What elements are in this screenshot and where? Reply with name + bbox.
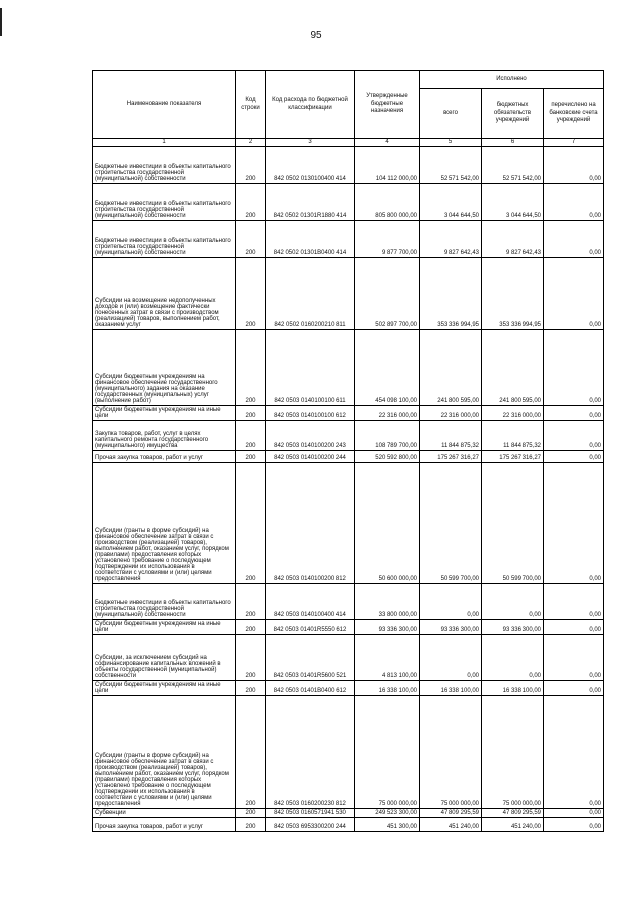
row-transferred: 0,00	[544, 406, 604, 421]
row-expense-code: 842 0503 0160571941 530	[266, 809, 355, 818]
row-expense-code: 842 0503 0160200230 812	[266, 696, 355, 809]
row-transferred: 0,00	[544, 258, 604, 330]
table-row	[93, 451, 604, 463]
row-line-code: 200	[236, 330, 266, 406]
row-executed-obligations: 75 000 000,00	[482, 696, 544, 809]
row-approved-amount: 9 877 700,00	[355, 221, 420, 258]
table-row	[93, 406, 604, 421]
row-executed-total: 3 044 644,50	[420, 184, 482, 221]
column-number: 6	[482, 139, 544, 147]
page-number: 95	[310, 30, 322, 41]
table-row	[93, 620, 604, 635]
row-approved-amount: 33 800 000,00	[355, 584, 420, 620]
row-indicator-name: Субсидии бюджетным учреждениям на иные цели	[93, 406, 236, 421]
row-executed-total: 22 316 000,00	[420, 406, 482, 421]
table-row	[93, 184, 604, 221]
row-line-code: 200	[236, 696, 266, 809]
row-executed-obligations: 175 267 316,27	[482, 451, 544, 463]
row-expense-code: 842 0503 01401R5550 612	[266, 620, 355, 635]
row-executed-total: 16 338 100,00	[420, 681, 482, 696]
row-executed-total: 241 800 595,00	[420, 330, 482, 406]
row-executed-obligations: 52 571 542,00	[482, 147, 544, 184]
row-indicator-name: Субсидии бюджетным учреждениям на иные цели	[93, 681, 236, 696]
row-expense-code: 842 0502 01301B0400 414	[266, 221, 355, 258]
budget-execution-table	[92, 70, 604, 832]
header-total: всего	[420, 89, 482, 139]
table-row	[93, 258, 604, 330]
table-row	[93, 809, 604, 818]
row-indicator-name: Бюджетные инвестиции в объекты капитального строительства государственной (муниципальной) собственности	[93, 184, 236, 221]
row-executed-total: 50 599 700,00	[420, 463, 482, 584]
row-transferred: 0,00	[544, 635, 604, 681]
row-line-code: 200	[236, 620, 266, 635]
row-line-code: 200	[236, 421, 266, 451]
row-indicator-name: Бюджетные инвестиции в объекты капитального строительства государственной (муниципальной) собственности	[93, 221, 236, 258]
row-indicator-name: Субсидии, за исключением субсидий на софинансирование капитальных вложений в объекты государственной (муниципальной) собственности	[93, 635, 236, 681]
header-transferred: перечислено на банковские счета учреждений	[544, 89, 604, 139]
row-approved-amount: 454 098 100,00	[355, 330, 420, 406]
row-transferred: 0,00	[544, 330, 604, 406]
row-executed-obligations: 0,00	[482, 635, 544, 681]
table-body	[93, 147, 604, 832]
row-executed-obligations: 0,00	[482, 584, 544, 620]
row-line-code: 200	[236, 451, 266, 463]
header-code-expense: Код расхода по бюджетной классификации	[266, 71, 355, 139]
row-approved-amount: 4 813 100,00	[355, 635, 420, 681]
table-row	[93, 635, 604, 681]
row-transferred: 0,00	[544, 147, 604, 184]
row-executed-total: 11 844 875,32	[420, 421, 482, 451]
table-row	[93, 147, 604, 184]
column-number: 2	[236, 139, 266, 147]
row-transferred: 0,00	[544, 620, 604, 635]
column-number: 5	[420, 139, 482, 147]
table-row	[93, 330, 604, 406]
row-executed-total: 9 827 642,43	[420, 221, 482, 258]
row-indicator-name: Субсидии бюджетным учреждениям на иные цели	[93, 620, 236, 635]
row-expense-code: 842 0503 0140100200 812	[266, 463, 355, 584]
row-line-code: 200	[236, 147, 266, 184]
row-expense-code: 842 0503 6953300200 244	[266, 818, 355, 832]
row-transferred: 0,00	[544, 696, 604, 809]
row-executed-obligations: 451 240,00	[482, 818, 544, 832]
row-approved-amount: 520 592 800,00	[355, 451, 420, 463]
header-code-row: Код строки	[236, 71, 266, 139]
row-line-code: 200	[236, 681, 266, 696]
row-expense-code: 842 0503 01401B0400 612	[266, 681, 355, 696]
row-expense-code: 842 0503 0140100100 612	[266, 406, 355, 421]
row-approved-amount: 22 316 000,00	[355, 406, 420, 421]
table-row	[93, 681, 604, 696]
row-transferred: 0,00	[544, 681, 604, 696]
table-row	[93, 221, 604, 258]
row-executed-total: 93 336 300,00	[420, 620, 482, 635]
row-executed-total: 175 267 316,27	[420, 451, 482, 463]
row-executed-obligations: 9 827 642,43	[482, 221, 544, 258]
row-indicator-name: Закупка товаров, работ, услуг в целях капитального ремонта государственного (муниципального) имущества	[93, 421, 236, 451]
row-transferred: 0,00	[544, 818, 604, 832]
row-approved-amount: 502 897 700,00	[355, 258, 420, 330]
row-indicator-name: Субсидии на возмещение недополученных доходов и (или) возмещение фактически понесенных затрат в связи с производством (реализацией) товаров, выполнением работ, оказанием услуг	[93, 258, 236, 330]
row-executed-obligations: 22 316 000,00	[482, 406, 544, 421]
row-indicator-name: Субсидии бюджетным учреждениям на финансовое обеспечение государственного (муниципального) задания на оказание государственных (муниципальных) услуг (выполнение работ)	[93, 330, 236, 406]
row-indicator-name: Субсидии (гранты в форме субсидий) на финансовое обеспечение затрат в связи с производством (реализацией) товаров), выполнением работ, оказанием услуг, порядком (правилами) предоставления которых установлено требование о последующем подтверждении их использования в соответствии с условиями и (или) целями предоставления	[93, 463, 236, 584]
row-approved-amount: 249 523 300,00	[355, 809, 420, 818]
row-transferred: 0,00	[544, 451, 604, 463]
row-expense-code: 842 0503 0140100400 414	[266, 584, 355, 620]
row-approved-amount: 104 112 000,00	[355, 147, 420, 184]
row-line-code: 200	[236, 221, 266, 258]
header-budget-obligations: бюджетных обязательств учреждений	[482, 89, 544, 139]
table-row	[93, 584, 604, 620]
row-executed-total: 52 571 542,00	[420, 147, 482, 184]
row-transferred: 0,00	[544, 421, 604, 451]
column-number: 4	[355, 139, 420, 147]
row-transferred: 0,00	[544, 584, 604, 620]
column-number: 1	[93, 139, 236, 147]
row-expense-code: 842 0503 0140100200 244	[266, 451, 355, 463]
row-executed-obligations: 93 336 300,00	[482, 620, 544, 635]
row-line-code: 200	[236, 635, 266, 681]
header-executed: Исполнено	[420, 71, 604, 89]
row-approved-amount: 16 338 100,00	[355, 681, 420, 696]
row-indicator-name: Субвенции	[93, 809, 236, 818]
row-line-code: 200	[236, 258, 266, 330]
row-line-code: 200	[236, 818, 266, 832]
table-row	[93, 818, 604, 832]
row-line-code: 200	[236, 184, 266, 221]
row-executed-total: 47 809 295,59	[420, 809, 482, 818]
row-indicator-name: Прочая закупка товаров, работ и услуг	[93, 818, 236, 832]
row-executed-obligations: 241 800 595,00	[482, 330, 544, 406]
column-number: 3	[266, 139, 355, 147]
row-approved-amount: 93 336 300,00	[355, 620, 420, 635]
row-executed-obligations: 353 336 994,95	[482, 258, 544, 330]
row-executed-obligations: 47 809 295,59	[482, 809, 544, 818]
column-number: 7	[544, 139, 604, 147]
row-line-code: 200	[236, 463, 266, 584]
row-indicator-name: Субсидии (гранты в форме субсидий) на финансовое обеспечение затрат в связи с производством (реализацией) товаров), выполнением работ, оказанием услуг, порядком (правилами) предоставления которых установлено требование о последующем подтверждении их использования в соответствии с условиями и (или) целями предоставления	[93, 696, 236, 809]
row-expense-code: 842 0502 0160200210 811	[266, 258, 355, 330]
row-expense-code: 842 0502 0130100400 414	[266, 147, 355, 184]
row-executed-total: 451 240,00	[420, 818, 482, 832]
row-approved-amount: 805 800 000,00	[355, 184, 420, 221]
row-indicator-name: Бюджетные инвестиции в объекты капитального строительства государственной (муниципальной) собственности	[93, 147, 236, 184]
row-executed-obligations: 11 844 875,32	[482, 421, 544, 451]
row-executed-obligations: 3 044 644,50	[482, 184, 544, 221]
row-indicator-name: Прочая закупка товаров, работ и услуг	[93, 451, 236, 463]
row-executed-total: 353 336 994,95	[420, 258, 482, 330]
table-row	[93, 421, 604, 451]
row-line-code: 200	[236, 406, 266, 421]
table-row	[93, 463, 604, 584]
row-expense-code: 842 0503 0140100100 611	[266, 330, 355, 406]
row-executed-obligations: 50 599 700,00	[482, 463, 544, 584]
row-executed-total: 0,00	[420, 584, 482, 620]
row-indicator-name: Бюджетные инвестиции в объекты капитального строительства государственной (муниципальной) собственности	[93, 584, 236, 620]
row-expense-code: 842 0503 01401R5600 521	[266, 635, 355, 681]
row-transferred: 0,00	[544, 463, 604, 584]
row-transferred: 0,00	[544, 809, 604, 818]
row-transferred: 0,00	[544, 221, 604, 258]
row-expense-code: 842 0503 0140100200 243	[266, 421, 355, 451]
row-line-code: 200	[236, 584, 266, 620]
table-row	[93, 696, 604, 809]
row-approved-amount: 50 600 000,00	[355, 463, 420, 584]
row-approved-amount: 451 300,00	[355, 818, 420, 832]
header-name: Наименование показателя	[93, 71, 236, 139]
row-approved-amount: 75 000 000,00	[355, 696, 420, 809]
row-executed-obligations: 16 338 100,00	[482, 681, 544, 696]
row-line-code: 200	[236, 809, 266, 818]
row-executed-total: 0,00	[420, 635, 482, 681]
column-numbers-row	[93, 139, 604, 147]
header-approved: Утвержденные бюджетные назначения	[355, 71, 420, 139]
row-expense-code: 842 0502 01301R1880 414	[266, 184, 355, 221]
row-executed-total: 75 000 000,00	[420, 696, 482, 809]
row-transferred: 0,00	[544, 184, 604, 221]
row-approved-amount: 108 789 700,00	[355, 421, 420, 451]
